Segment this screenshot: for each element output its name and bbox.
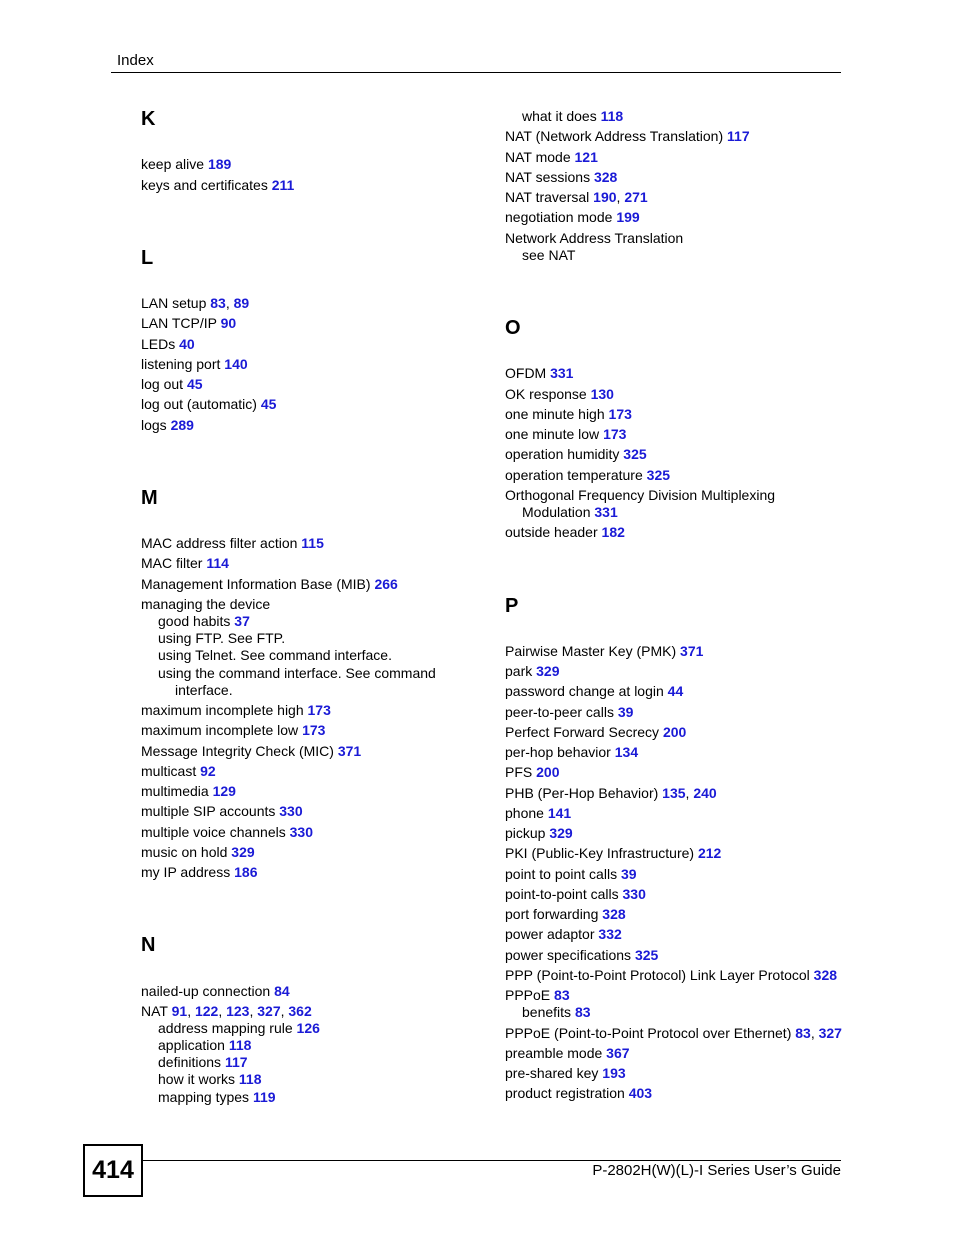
- index-entry: [141, 596, 270, 613]
- index-entry: [522, 108, 623, 125]
- index-entry: [505, 230, 683, 247]
- index-entry: [141, 824, 313, 841]
- page-reference-link[interactable]: 182: [601, 524, 625, 540]
- index-entry: LAN setup 83, 89: [141, 295, 250, 311]
- index-entry-term: LAN TCP/IP: [141, 315, 217, 331]
- index-entry-term: NAT sessions: [505, 169, 591, 185]
- section-letter: P: [505, 595, 519, 617]
- index-entry: [141, 763, 216, 780]
- index-entry-term: keep alive: [141, 156, 205, 172]
- page-reference-link[interactable]: 130: [590, 386, 614, 402]
- index-entry: [505, 487, 775, 504]
- index-entry: [505, 906, 626, 923]
- page-reference-link[interactable]: 118: [228, 1037, 252, 1053]
- page-reference-link[interactable]: 327: [257, 1003, 281, 1019]
- index-entry-term: negotiation mode: [505, 209, 613, 225]
- index-entry: [158, 1089, 276, 1106]
- index-entry: [505, 446, 647, 463]
- page-reference-link[interactable]: 329: [536, 663, 560, 679]
- section-letter: O: [505, 317, 521, 339]
- page-reference-link[interactable]: 193: [602, 1065, 626, 1081]
- page-reference-link[interactable]: 328: [813, 967, 838, 983]
- page-reference-link[interactable]: 135: [662, 785, 686, 801]
- page-reference-link[interactable]: 44: [667, 683, 684, 699]
- index-entry-term: multicast: [141, 763, 197, 779]
- page-reference-link[interactable]: 329: [231, 844, 255, 860]
- index-entry: [141, 743, 361, 760]
- page-reference-link[interactable]: 190: [593, 189, 617, 205]
- page-reference-link[interactable]: 371: [337, 743, 362, 759]
- section-letter: N: [141, 934, 156, 956]
- index-entry: [141, 576, 398, 593]
- index-entry: [505, 967, 837, 984]
- index-entry-term: point to point calls: [505, 866, 618, 882]
- page-reference-link[interactable]: 200: [536, 764, 560, 780]
- page-reference-link[interactable]: 84: [274, 983, 290, 999]
- index-entry-term: Perfect Forward Secrecy: [505, 724, 660, 740]
- page-reference-link[interactable]: 129: [212, 783, 236, 799]
- page-reference-link[interactable]: 117: [224, 1054, 248, 1070]
- page-reference-link[interactable]: 199: [616, 209, 640, 225]
- page-reference-link[interactable]: 189: [207, 156, 232, 172]
- page-reference-link[interactable]: 45: [260, 396, 277, 412]
- page-reference-link[interactable]: 325: [646, 467, 671, 483]
- page-reference-link[interactable]: 266: [374, 576, 398, 592]
- page-reference-link[interactable]: 371: [680, 643, 704, 659]
- index-entry: [141, 983, 290, 1000]
- index-entry-term: log out: [141, 376, 184, 392]
- page-reference-link[interactable]: 39: [617, 704, 634, 720]
- index-entry-term: port forwarding: [505, 906, 599, 922]
- index-entry: [505, 987, 570, 1004]
- page-reference-link[interactable]: 118: [600, 108, 624, 124]
- index-entry-term: pre-shared key: [505, 1065, 599, 1081]
- page-reference-link[interactable]: 117: [727, 128, 750, 144]
- index-entry: [158, 613, 250, 630]
- index-entry-term: multiple voice channels: [141, 824, 286, 840]
- index-entry: [522, 247, 575, 264]
- index-entry-term: nailed-up connection: [141, 983, 271, 999]
- page-reference-link[interactable]: 330: [279, 803, 303, 819]
- index-entry-term: logs: [141, 417, 167, 433]
- index-entry-term: NAT mode: [505, 149, 571, 165]
- index-entry-term: maximum incomplete low: [141, 722, 299, 738]
- index-entry: [141, 535, 324, 552]
- index-entry-term: log out (automatic): [141, 396, 257, 412]
- index-entry: [505, 209, 640, 226]
- page-reference-link[interactable]: 115: [301, 535, 324, 551]
- index-entry-term: Pairwise Master Key (PMK): [505, 643, 677, 659]
- index-entry-term: managing the device: [141, 596, 271, 612]
- page-reference-link[interactable]: 123: [226, 1003, 250, 1019]
- index-entry-term: LAN setup: [141, 295, 207, 311]
- index-entry: [505, 805, 571, 822]
- index-entry-term: Management Information Base (MIB): [141, 576, 371, 592]
- page-reference-link[interactable]: 90: [220, 315, 237, 331]
- index-entry-term: PFS: [505, 764, 533, 780]
- index-entry: [141, 315, 236, 332]
- index-entry: [158, 1054, 248, 1071]
- index-entry: [505, 1045, 630, 1062]
- index-entry: [505, 704, 633, 721]
- index-entry: [505, 926, 622, 943]
- index-entry: [141, 177, 294, 194]
- index-entry: [141, 555, 229, 572]
- index-entry: [141, 376, 203, 393]
- index-entry-term: PHB (Per-Hop Behavior): [505, 785, 659, 801]
- page-reference-link[interactable]: 83: [210, 295, 226, 311]
- index-entry-term: multiple SIP accounts: [141, 803, 276, 819]
- index-entry: [505, 365, 573, 382]
- page-reference-link[interactable]: 330: [622, 886, 646, 902]
- page-reference-link[interactable]: 403: [628, 1085, 653, 1101]
- index-entry-term: multimedia: [141, 783, 209, 799]
- index-entry: [505, 724, 686, 741]
- guide-title: P-2802H(W)(L)-I Series User’s Guide: [592, 1162, 841, 1179]
- index-entry: [141, 336, 195, 353]
- index-entry-term: MAC address filter action: [141, 535, 298, 551]
- page-reference-link[interactable]: 39: [620, 866, 637, 882]
- index-entry: [141, 702, 331, 719]
- index-entry: [141, 156, 231, 173]
- section-letter: K: [141, 108, 156, 130]
- page-reference-link[interactable]: 173: [608, 406, 632, 422]
- index-entry: [158, 1071, 262, 1088]
- index-entry-term: park: [505, 663, 533, 679]
- index-entry-term: PPPoE: [505, 987, 551, 1003]
- index-entry-term: OFDM: [505, 365, 547, 381]
- page-reference-link[interactable]: 134: [614, 744, 639, 760]
- page-reference-link[interactable]: 121: [574, 149, 598, 165]
- header-rule: [111, 72, 841, 73]
- index-entry: [505, 524, 625, 541]
- index-entry-term: Modulation: [522, 504, 591, 520]
- page-reference-link[interactable]: 89: [233, 295, 250, 311]
- index-entry-term: one minute low: [505, 426, 600, 442]
- page-reference-link[interactable]: 211: [271, 177, 295, 193]
- page-reference-link[interactable]: 40: [179, 336, 195, 352]
- page-reference-link[interactable]: 325: [623, 446, 647, 462]
- index-entry-term: using the command interface. See command: [158, 665, 436, 681]
- index-entry-term: keys and certificates: [141, 177, 268, 193]
- page-reference-link[interactable]: 118: [238, 1071, 262, 1087]
- index-entry-term: see NAT: [522, 247, 576, 263]
- index-entry: [141, 864, 257, 881]
- section-letter: M: [141, 487, 158, 509]
- index-entry-term: maximum incomplete high: [141, 702, 304, 718]
- index-entry: [141, 396, 276, 413]
- page-reference-link[interactable]: 328: [602, 906, 626, 922]
- index-entry-term: power specifications: [505, 947, 632, 963]
- index-entry: [505, 947, 658, 964]
- page-reference-link[interactable]: 92: [200, 763, 216, 779]
- index-entry: [505, 406, 632, 423]
- index-entry: PPPoE (Point-to-Point Protocol over Ethernet) 83, 327: [505, 1025, 842, 1041]
- index-entry: [175, 682, 233, 699]
- index-entry-term: password change at login: [505, 683, 664, 699]
- index-entry: [505, 845, 721, 862]
- index-entry-term: pickup: [505, 825, 546, 841]
- page-reference-link[interactable]: 173: [603, 426, 627, 442]
- page-reference-link[interactable]: 37: [234, 613, 250, 629]
- index-entry-term: MAC filter: [141, 555, 203, 571]
- index-entry: [505, 1065, 626, 1082]
- index-entry-term: NAT traversal: [505, 189, 590, 205]
- footer-rule: [141, 1160, 841, 1161]
- index-entry-term: using FTP. See FTP.: [158, 630, 286, 646]
- index-entry-term: OK response: [505, 386, 587, 402]
- index-entry: [505, 426, 626, 443]
- page-reference-link[interactable]: 173: [307, 702, 331, 718]
- page-reference-link[interactable]: 91: [171, 1003, 188, 1019]
- index-entry: [505, 1085, 652, 1102]
- page-reference-link[interactable]: 330: [289, 824, 313, 840]
- index-entry-term: outside header: [505, 524, 598, 540]
- index-entry: [522, 504, 618, 521]
- index-entry: [522, 1004, 591, 1021]
- index-entry-term: definitions: [158, 1054, 222, 1070]
- page-reference-link[interactable]: 186: [234, 864, 258, 880]
- index-entry: [505, 764, 559, 781]
- index-entry: NAT traversal 190, 271: [505, 189, 648, 205]
- page-reference-link[interactable]: 140: [224, 356, 248, 372]
- index-entry-term: operation humidity: [505, 446, 620, 462]
- page-reference-link[interactable]: 83: [574, 1004, 591, 1020]
- page-reference-link[interactable]: 327: [818, 1025, 842, 1041]
- index-entry: [505, 886, 646, 903]
- index-entry-term: how it works: [158, 1071, 236, 1087]
- index-entry-term: good habits: [158, 613, 231, 629]
- index-entry-term: using Telnet. See command interface.: [158, 647, 392, 663]
- index-entry-term: listening port: [141, 356, 221, 372]
- index-entry: [141, 722, 325, 739]
- index-entry: [141, 844, 255, 861]
- page-reference-link[interactable]: 331: [550, 365, 574, 381]
- index-entry-term: NAT: [141, 1003, 168, 1019]
- index-entry-term: NAT (Network Address Translation): [505, 128, 724, 144]
- page-reference-link[interactable]: 122: [194, 1003, 219, 1019]
- index-entry-term: Message Integrity Check (MIC): [141, 743, 334, 759]
- page-reference-link[interactable]: 367: [606, 1045, 630, 1061]
- index-entry-term: per-hop behavior: [505, 744, 611, 760]
- index-entry-term: what it does: [522, 108, 597, 124]
- index-entry-term: interface.: [175, 682, 233, 698]
- index-entry: [141, 783, 236, 800]
- page-reference-link[interactable]: 331: [594, 504, 618, 520]
- index-entry-term: one minute high: [505, 406, 605, 422]
- index-entry-term: address mapping rule: [158, 1020, 293, 1036]
- page-reference-link[interactable]: 325: [634, 947, 659, 963]
- section-letter: L: [141, 247, 154, 269]
- page-reference-link[interactable]: 114: [206, 555, 229, 571]
- index-entry: [158, 630, 285, 647]
- index-entry-term: PPPoE (Point-to-Point Protocol over Ethernet): [505, 1025, 792, 1041]
- index-entry: [141, 417, 194, 434]
- index-entry-term: music on hold: [141, 844, 228, 860]
- page-reference-link[interactable]: 329: [549, 825, 573, 841]
- index-entry: [505, 643, 703, 660]
- index-entry: [505, 128, 750, 145]
- index-entry-term: product registration: [505, 1085, 625, 1101]
- index-entry: [505, 663, 559, 680]
- page-reference-link[interactable]: 45: [186, 376, 203, 392]
- index-entry-term: my IP address: [141, 864, 231, 880]
- index-entry-term: preamble mode: [505, 1045, 603, 1061]
- index-entry-term: operation temperature: [505, 467, 643, 483]
- page-reference-link[interactable]: 362: [288, 1003, 312, 1019]
- index-entry-term: PPP (Point-to-Point Protocol) Link Layer Protocol: [505, 967, 810, 983]
- index-entry: [158, 1020, 320, 1037]
- page-reference-link[interactable]: 212: [697, 845, 722, 861]
- index-entry: [505, 169, 617, 186]
- index-entry: [158, 1037, 251, 1054]
- page-reference-link[interactable]: 141: [547, 805, 572, 821]
- index-entry-term: point-to-point calls: [505, 886, 619, 902]
- index-entry-term: peer-to-peer calls: [505, 704, 614, 720]
- page-reference-link[interactable]: 83: [795, 1025, 811, 1041]
- page-reference-link[interactable]: 126: [296, 1020, 320, 1036]
- index-entry-term: LEDs: [141, 336, 176, 352]
- index-entry-term: Network Address Translation: [505, 230, 684, 246]
- index-entry-term: application: [158, 1037, 225, 1053]
- index-entry: [505, 866, 637, 883]
- index-entry: [505, 467, 670, 484]
- page-reference-link[interactable]: 289: [170, 417, 194, 433]
- page-reference-link[interactable]: 271: [624, 189, 648, 205]
- index-entry: [141, 803, 303, 820]
- index-entry: [505, 744, 638, 761]
- page-reference-link[interactable]: 332: [598, 926, 622, 942]
- index-entry: [158, 665, 436, 682]
- index-entry-term: benefits: [522, 1004, 572, 1020]
- index-entry-term: PKI (Public-Key Infrastructure): [505, 845, 695, 861]
- index-entry: [141, 356, 248, 373]
- index-entry: [505, 386, 614, 403]
- index-entry-term: phone: [505, 805, 544, 821]
- index-entry-term: mapping types: [158, 1089, 250, 1105]
- index-entry: [505, 683, 683, 700]
- page-reference-link[interactable]: 240: [693, 785, 717, 801]
- header-title: Index: [117, 52, 154, 69]
- index-entry: NAT 91, 122, 123, 327, 362: [141, 1003, 312, 1019]
- index-entry: PHB (Per-Hop Behavior) 135, 240: [505, 785, 717, 801]
- index-entry: [158, 647, 392, 664]
- page-reference-link[interactable]: 119: [252, 1089, 276, 1105]
- page-reference-link[interactable]: 173: [302, 722, 326, 738]
- index-entry: [505, 825, 573, 842]
- page-number: 414: [83, 1144, 143, 1197]
- index-entry-term: power adaptor: [505, 926, 595, 942]
- page-reference-link[interactable]: 83: [554, 987, 570, 1003]
- page-reference-link[interactable]: 328: [593, 169, 618, 185]
- page-reference-link[interactable]: 200: [662, 724, 687, 740]
- index-entry-term: Orthogonal Frequency Division Multiplexing: [505, 487, 776, 503]
- index-entry: [505, 149, 598, 166]
